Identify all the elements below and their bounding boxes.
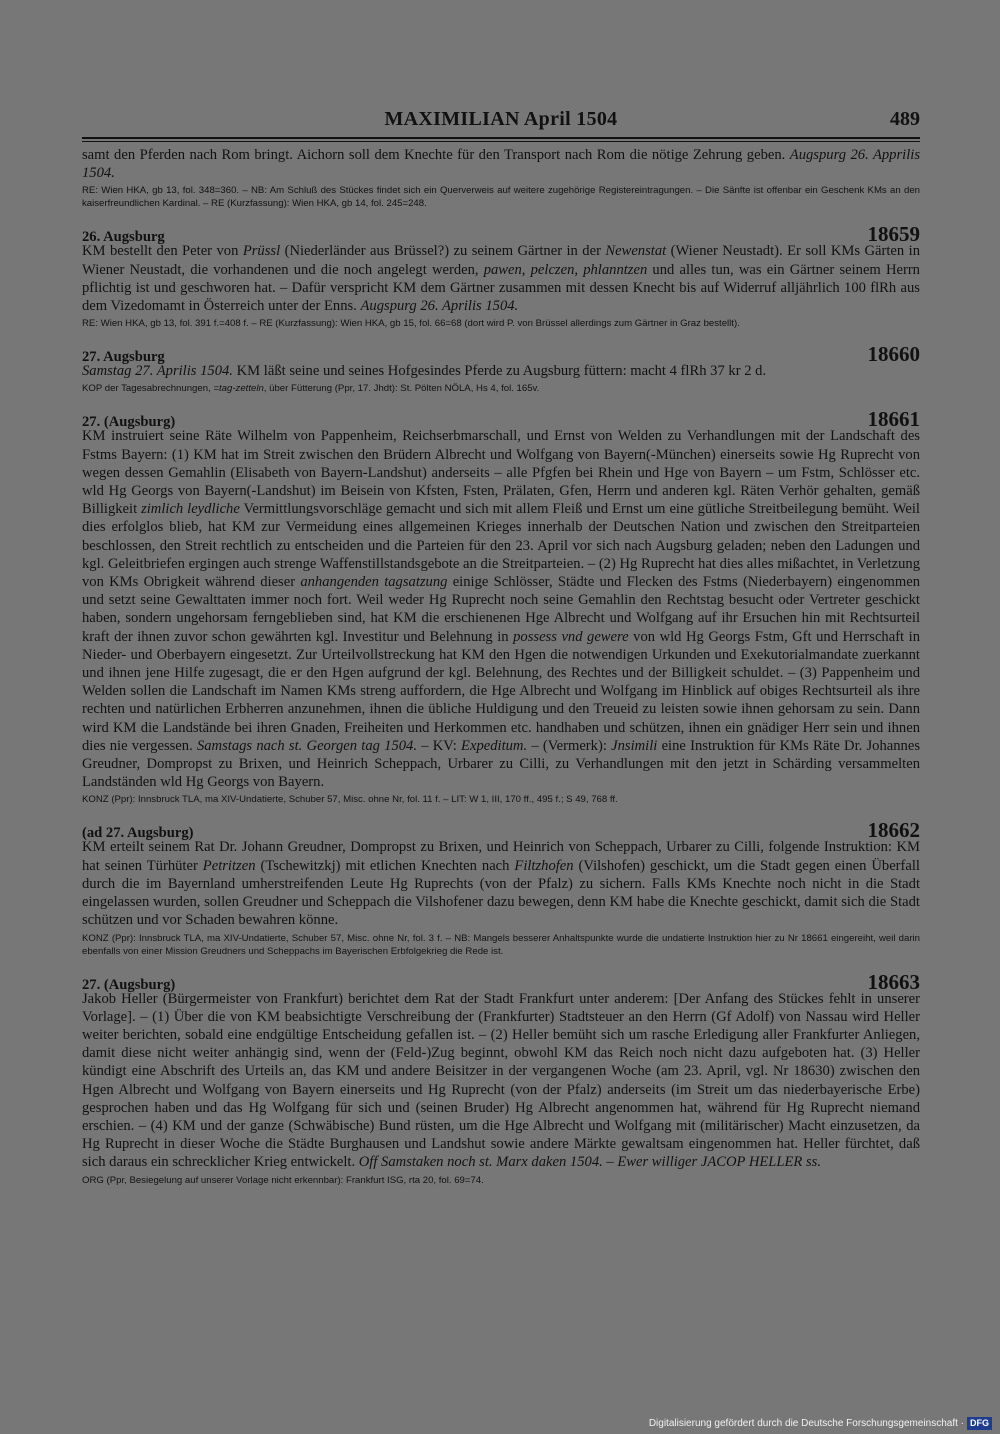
entry-note: KONZ (Ppr): Innsbruck TLA, ma XIV-Undatierte, Schuber 57, Misc. ohne Nr, fol. 3 f. – NB: Mangels besserer Anhaltspunkte wurde die undatierte Instruktion hier zu Nr 18661 eingereiht, weil darin ebenfalls von einer Mission Greudners und Scheppachs im Bayerischen Erbfolgekrieg die Rede ist. [82, 932, 920, 957]
credit-text: Digitalisierung gefördert durch die Deutsche Forschungsgemeinschaft · [648, 1418, 964, 1429]
entry-note [82, 382, 920, 395]
text-italic: Prüssl [242, 243, 281, 260]
entry-18660 [82, 342, 920, 395]
entry-18662 [82, 818, 920, 957]
entry-18661 [82, 407, 920, 806]
text-run: KM erteilt seinem Rat Dr. Johann Greudner, Dompropst zu Brixen, und Heinrich von Scheppach, Urbarer zu Cilli, folgende Instruktion: KM hat seinen Türhüter [82, 839, 920, 874]
text-italic: Augspurg 26. Aprilis 1504. [360, 298, 519, 315]
entry-number: 18662 [867, 818, 920, 843]
text-run: , über Fütterung (Ppr, 17. Jhdt): St. Pölten NÖLA, Hs 4, fol. 165v. [263, 383, 540, 395]
text-run: von wld Hg Georgs Fstm, Gft und Herrschaft in Nieder- und Oberbayern eingesetzt. Zur Urteilvollstreckung hat KM den Hgen die notwendigen Urkunden und Exekutorialmandate zuerkannt und ihnen jene Hilfe zugesagt, die er den Hgen aufgrund der kgl. Belehnung, des Rechtes und der Billigkeit schuldet. – (3) Pappenheim und Welden sollen die Landschaft im Namen KMs streng auffordern, die Hge Albrecht und Wolfgang im Hinblick auf obiges Rechtsurteil als ihre rechten und natürlichen Erbherren anzunehmen, ihnen die übliche Huldigung und den Treueid zu leisten sowie ihnen gehorsam zu sein. Dann wird KM die Landstände bei ihren Gnaden, Freiheiten und Herkommen etc. handhaben und schützen, ihnen ein gnädiger Herr sein und ihnen dies nie vergessen. [82, 628, 920, 754]
entry-note: ORG (Ppr, Besiegelung auf unserer Vorlage nicht erkennbar): Frankfurt ISG, rta 20, fol. 69=74. [82, 1174, 484, 1186]
text-run: und alles tun, was ein Gärtner seinem Herrn pflichtig ist und geschworen hat. – Dafür verspricht KM dem Gärtner zusammen mit dessen Knecht bis auf Widerruf alljährlich 100 flRh aus dem Vizedomamt in Österreich unter der Enns. [82, 261, 920, 315]
entry-text [82, 990, 920, 1172]
text-italic: possess vnd gewere [513, 628, 629, 645]
entry-18663 [82, 970, 920, 1187]
header-rule [82, 137, 920, 139]
text-run: KM instruiert seine Räte Wilhelm von Pappenheim, Reichserbmarschall, und Ernst von Welden zu Verhandlungen mit der Landschaft des Fstms Bayern: (1) KM hat im Streit zwischen den Brüdern Albrecht und Wolfgang von Bayern(-München) einerseits sowie Hg Ruprecht von wegen dessen Gemahlin (Elisabeth von Bayern-Landshut) anderseits – alle Pfgfen bei Rhein und Hge von Bayern – um Fstm, Schlösser etc. wld Hg Georgs von Bayern(-Landshut) im Beisein von Kfsten, Fsten, Prälaten, Gfen, Herrn und anderen kgl. Räten Verhör gehalten, gemäß Billigkeit [82, 428, 920, 518]
text-run: Vermittlungsvorschläge gemacht und sich mit allem Fleiß und Ernst um eine gütliche Streitbeilegung bemüht. Weil dies erfolglos blieb, hat KM zur Vermeidung eines allgemeinen Krieges innerhalb der Deutschen Nation und zwischen den Streitparteien beschlossen, den Streit rechtlich zu entscheiden und die Parteien für den 23. April vor sich nach Augsburg geladen; neben den Ladungen und kgl. Geleitbriefen ergingen auch strenge Waffenstillstandsgebote an die Streitparteien. – (2) Hg Ruprecht hat dies alles mißachtet, in Verletzung von KMs Obrigkeit während dieser [82, 501, 920, 591]
text-run: einige Schlösser, Städte und Flecken des Fstms (Niederbayern) eingenommen und setzt seine Gewalttaten immer noch fort. Weil weder Hg Ruprecht noch seine Gemahlin den Rechtstag besucht oder Vertreter geschickt haben, sondern ungehorsam ferngeblieben sind, hat KM die erschienenen Hge Albrecht und Wolfgang auf ihr Ersuchen hin mit Rechtsurteil kraft der ihnen zuvor schon gewährten kgl. Investitur und Belehnung in [82, 574, 920, 645]
text-run: eine Instruktion für KMs Räte Dr. Johannes Greudner, Dompropst zu Brixen, und Heinrich Scheppach, Urbarer zu Cilli, zu Verhandlungen mit den jetzt in Schärding versammelten Landständen wld Hg Georgs von Bayern. [82, 737, 921, 791]
text-italic: Petritzen [202, 857, 256, 874]
entry-heading [82, 222, 920, 247]
text-italic: Expeditum. [461, 737, 528, 754]
entry-date-place: 27. (Augsburg) [82, 976, 176, 993]
header-rule-thin [82, 141, 920, 142]
entry-18659 [82, 222, 920, 330]
text-run: (Niederländer aus Brüssel?) zu seinem Gärtner in der [280, 243, 606, 260]
entry-heading [82, 818, 920, 843]
text-run: (Tschewitzkj) mit etlichen Knechten nach [255, 857, 515, 874]
text-italic: =tag-zetteln [213, 383, 264, 395]
entry-date-place: (ad 27. Augsburg) [82, 825, 194, 842]
text-run: – (Vermerk): [527, 737, 612, 754]
entry-text [82, 427, 920, 791]
text-italic: pawen, pelczen, phlanntzen [483, 261, 648, 278]
text-italic: Jnsimili [611, 737, 658, 754]
page-header [82, 108, 920, 136]
text-run: (Vilshofen) geschickt, um die Stadt gegen einen Überfall durch die im Bayernland umherstreifenden Leute Hg Ruprechts (von der Pfalz) zu sichern. Falls KMs Knechte noch nicht in die Stadt eingelassen wurden, sollen Greudner und Scheppach die Vilshofener dazu bewegen, denn KM habe die Knechte geschickt, damit sich die Stadt schützen und vor Schaden bewahren könne. [82, 857, 920, 929]
text-italic: Off Samstaken noch st. Marx daken 1504. – Ewer williger JACOP HELLER ss. [358, 1154, 821, 1171]
text-run: samt den Pferden nach Rom bringt. Aichorn soll dem Knechte für den Transport nach Rom die nötige Zehrung geben. [82, 147, 790, 163]
text-italic: Filtzhofen [514, 857, 574, 874]
entry-number: 18659 [867, 222, 920, 247]
text-run: – KV: [417, 737, 462, 754]
text-italic: Samstags nach st. Georgen tag 1504. [196, 737, 417, 754]
entry-note: RE: Wien HKA, gb 13, fol. 348=360. – NB: Am Schluß des Stückes findet sich ein Querverweis auf weitere zugehörige Registereintragungen. – Die Sänfte ist offenbar ein Geschenk KMs an den kaiserfreundlichen Kardinal. – RE (Kurzfassung): Wien HKA, gb 14, fol. 245=248. [82, 185, 920, 210]
entry-number: 18663 [867, 969, 920, 994]
dfg-logo: DFG [967, 1417, 992, 1430]
page-number: 489 [890, 108, 920, 130]
text-italic: Samstag 27. Aprilis 1504. [82, 363, 233, 380]
entry-number: 18660 [867, 342, 920, 367]
entry-text [82, 362, 920, 380]
continued-entry [82, 146, 920, 210]
entry-number: 18661 [867, 407, 920, 432]
digitization-credit [649, 1417, 992, 1430]
running-title: MAXIMILIAN April 1504 [384, 108, 618, 130]
text-italic: zimlich leydliche [141, 501, 240, 518]
entry-note: RE: Wien HKA, gb 13, fol. 391 f.=408 f. – RE (Kurzfassung): Wien HKA, gb 15, fol. 66=68 (dort wird P. von Brüssel allerdings zum Gärtner in Graz bestellt). [82, 318, 740, 330]
entry-date-place: 27. Augsburg [82, 349, 165, 366]
entry-date-place: 27. (Augsburg) [82, 414, 176, 431]
entry-note: KONZ (Ppr): Innsbruck TLA, ma XIV-Undatierte, Schuber 57, Misc. ohne Nr, fol. 11 f. – LIT: W 1, III, 170 ff., 495 f.; S 49, 768 ff. [82, 794, 618, 806]
entry-heading [82, 342, 920, 367]
page-content [82, 146, 920, 1187]
entry-date-place: 26. Augsburg [82, 229, 165, 246]
text-run: (Wiener Neustadt). Er soll KMs Gärten in Wiener Neustadt, die vorhandenen und die noch angelegt werden, [82, 243, 920, 278]
text-italic: Newenstat [605, 243, 667, 260]
entry-heading [82, 407, 920, 432]
entry-heading [82, 969, 920, 994]
text-run: Jakob Heller (Bürgermeister von Frankfurt) berichtet dem Rat der Stadt Frankfurt unter anderem: [Der Anfang des Stückes fehlt in unserer Vorlage]. – (1) Über die von KM beabsichtigte Verschreibung der (Frankfurter) Stadtsteuer an den Herrn (Gf Adolf) von Nassau wird Heller weiter berichten, sobald eine endgültige Entscheidung gefallen ist. – (2) Heller bemüht sich um rasche Erledigung aller Frankfurter Anliegen, damit diese nicht weiter anhängig sind, wenn der (Feld-)Zug beginnt, obwohl KM das Reich noch nicht dazu aufgeboten hat. (3) Heller kündigt eine Abschrift des Urteils an, das KM und andere Beisitzer in der vergangenen Woche (am 23. April, vgl. Nr 18630) zwischen den Hgen Albrecht und Wolfgang von Bayern einerseits und Hg Ruprecht (von der Pfalz) anderseits (im Streit um das niederbayerische Erbe) gesprochen haben und das Hg Wolfgang für sich und (seinen Bruder) Hg Albrecht angenommen hat, während für Hg Ruprecht niemand erschien. – (4) KM und der ganze (Schwäbische) Bund rüsten, um die Hge Albrecht und Wolfgang mit (militärischer) Macht einzusetzen, da Hg Ruprecht in dieser Woche die Städte Burghausen und Landshut sowie andere Märkte gewaltsam eingenommen hat. Heller fürchtet, daß sich daraus ein schrecklicher Krieg entwickelt. [82, 990, 920, 1171]
entry-text [82, 838, 920, 929]
text-italic: Augspurg 26. Apprilis 1504. [82, 147, 920, 182]
text-run: KOP der Tagesabrechnungen, [82, 383, 214, 395]
text-run: KM bestellt den Peter von [82, 243, 243, 260]
entry-text [82, 242, 920, 315]
text-run: KM läßt seine und seines Hofgesindes Pferde zu Augsburg füttern: macht 4 flRh 37 kr 2 d. [232, 363, 767, 380]
entry-text [82, 146, 920, 182]
text-italic: anhangenden tagsatzung [300, 574, 448, 591]
